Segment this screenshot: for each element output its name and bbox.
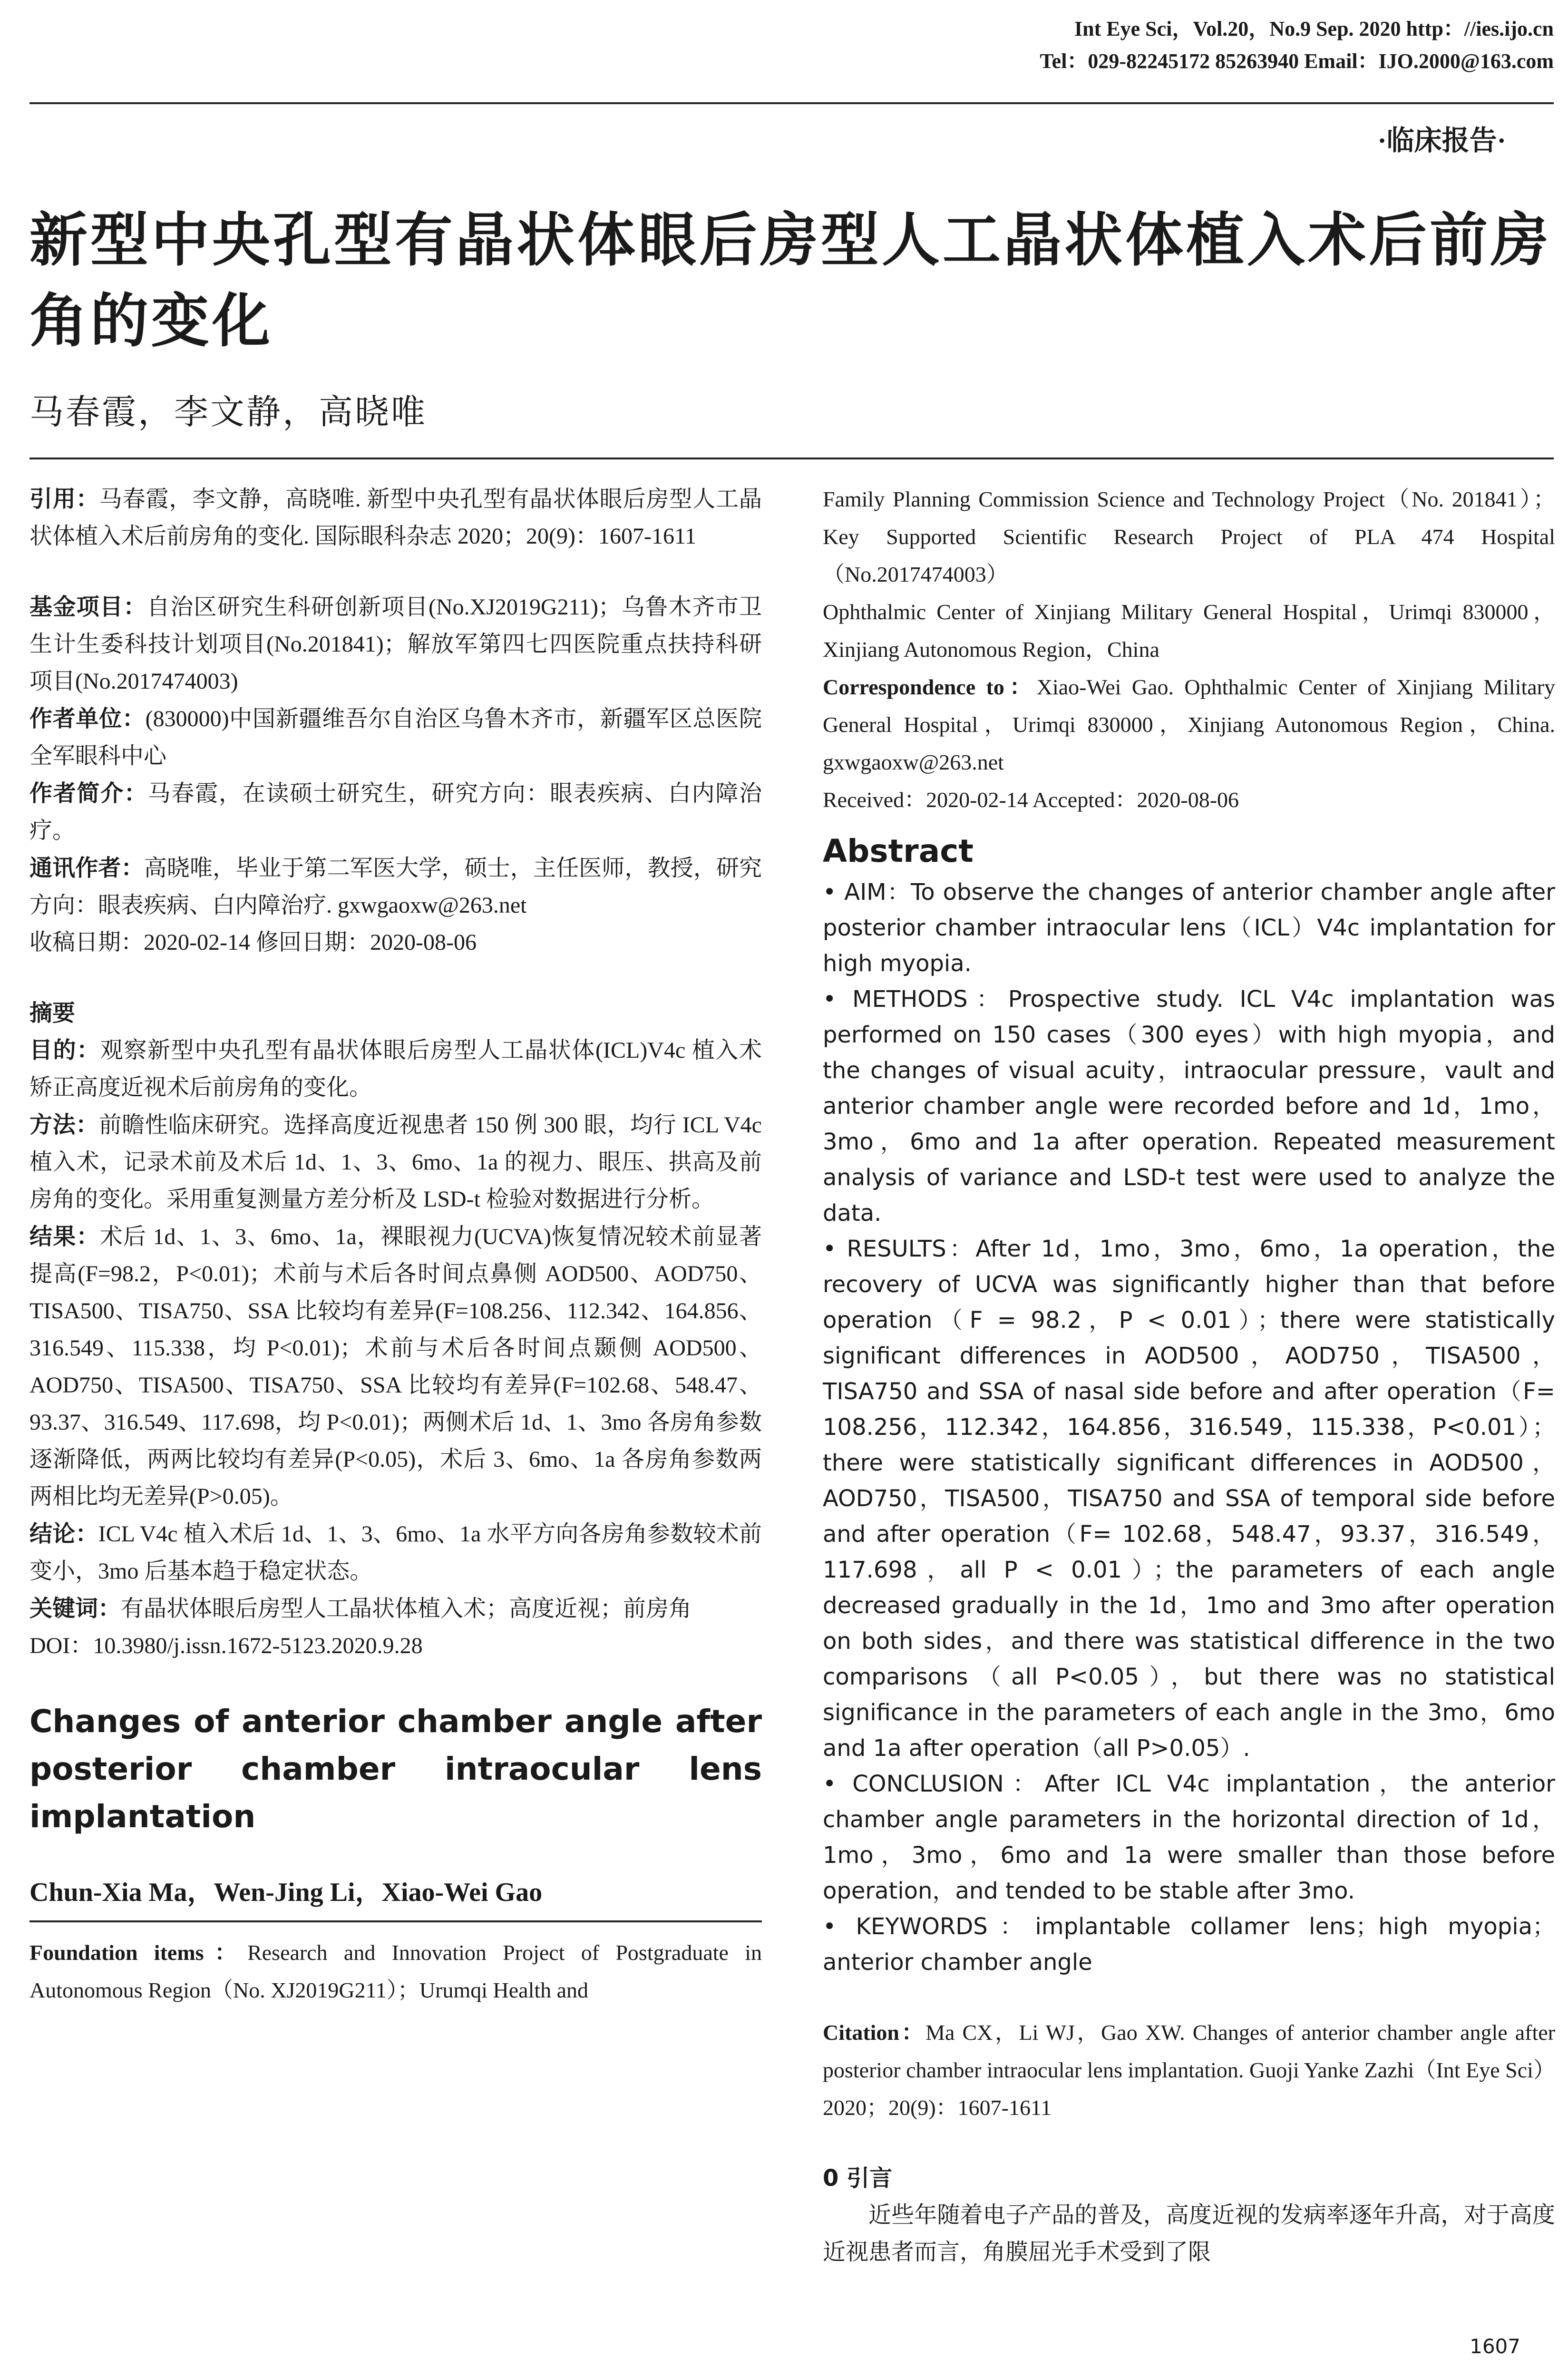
english-authors: Chun-Xia Ma，Wen-Jing Li，Xiao-Wei Gao bbox=[29, 1878, 543, 1907]
corr-cn: 通讯作者：高晓唯，毕业于第二军医大学，硕士，主任医师，教授，研究方向：眼表疾病、白内障治疗. gxwgaoxw@263.net bbox=[29, 855, 762, 918]
authors-rule bbox=[29, 1920, 762, 1922]
keywords-en: • KEYWORDS：implantable collamer lens；high myopia；anterior chamber angle bbox=[823, 1913, 1555, 1976]
foundation-en: Foundation items：Research and Innovation Project of Postgraduate in Autonomous Region（No. XJ2019G211）；Urumqi Health and bbox=[29, 1940, 762, 2002]
methods-en: • METHODS：Prospective study. ICL V4c implantation was performed on 150 cases（300 eyes）with high myopia，and the changes of visual acuity，intraocular pressure，vault and anterior chamber angle were recorded before and 1d，1mo，3mo，6mo and 1a after operation. Repeated measurement analysis of variance and LSD-t test were used to analyze the data. bbox=[823, 986, 1555, 1227]
abstract-en bbox=[823, 875, 1555, 1980]
aim-cn: 目的：观察新型中央孔型有晶状体眼后房型人工晶状体(ICL)V4c 植入术矫正高度近视术后前房角的变化。 bbox=[29, 1037, 762, 1100]
keywords-cn: 关键词：有晶状体眼后房型人工晶状体植入术；高度近视；前房角 bbox=[29, 1595, 692, 1622]
intro-title: 0 引言 bbox=[823, 2165, 893, 2192]
intro-text: 近些年随着电子产品的普及，高度近视的发病率逐年升高，对于高度近视患者而言，角膜屈光手术受到了限 bbox=[823, 2202, 1555, 2265]
article-title: 新型中央孔型有晶状体眼后房型人工晶状体植入术后前房角的变化 bbox=[29, 206, 1551, 355]
abstract-title-en: Abstract bbox=[823, 833, 974, 869]
abstract-title-cn: 摘要 bbox=[29, 1000, 76, 1026]
english-title: Changes of anterior chamber angle after posterior chamber intraocular lens implantation bbox=[29, 1703, 762, 1835]
citation-cn: 引用：马春霞，李文静，高晓唯. 新型中央孔型有晶状体眼后房型人工晶状体植入术后前房角的变化. 国际眼科杂志 2020；20(9)：1607-1611 bbox=[29, 486, 762, 549]
left-column bbox=[29, 480, 762, 2009]
methods-cn: 方法：前瞻性临床研究。选择高度近视患者 150 例 300 眼，均行 ICL V4c 植入术，记录术前及术后 1d、1、3、6mo、1a 的视力、眼压、拱高及前房角的变化。采用重复测量方差分析及 LSD-t 检验对数据进行分析。 bbox=[29, 1111, 762, 1212]
results-cn: 结果：术后 1d、1、3、6mo、1a，裸眼视力(UCVA)恢复情况较术前显著提高(F=98.2，P<0.01)；术前与术后各时间点鼻侧 AOD500、AOD750、TISA500、TISA750、SSA 比较均有差异(F=108.256、112.342、164.856、316.549、115.338，均 P<0.01)；术前与术后各时间点颞侧 AOD500、AOD750、TISA500、TISA750、SSA 比较均有差异(F=102.68、548.47、93.37、316.549、117.698，均 P<0.01)；两侧术后 1d、1、3mo 各房角参数逐渐降低，两两比较均有差异(P<0.05)，术后 3、6mo、1a 各房角参数两两相比均无差异(P>0.05)。 bbox=[29, 1223, 762, 1509]
conclusion-cn: 结论：ICL V4c 植入术后 1d、1、3、6mo、1a 水平方向各房角参数较术前变小，3mo 后基本趋于稳定状态。 bbox=[29, 1520, 762, 1584]
header-rule bbox=[29, 102, 1554, 104]
foundation-en-cont: Family Planning Commission Science and Technology Project（No. 201841）；Key Supported Scientific Research Project of PLA 474 Hospital（No.2017474003） bbox=[823, 487, 1555, 586]
results-en: • RESULTS：After 1d，1mo，3mo，6mo，1a operation，the recovery of UCVA was significantly higher than that before operation（F = 98.2，P < 0.01）；there were statistically significant differences in AOD500，AOD750，TISA500，TISA750 and SSA of nasal side before and after operation（F= 108.256，112.342，164.856，316.549，115.338，P<0.01）；there were statistically significant differences in AOD500，AOD750，TISA500，TISA750 and SSA of temporal side before and after operation（F= 102.68，548.47，93.37，316.549，117.698，all P < 0.01）；the parameters of each angle decreased gradually in the 1d，1mo and 3mo after operation on both sides，and there was statistical difference in the two comparisons（all P<0.05），but there was no statistical significance in the parameters of each angle in the 3mo，6mo and 1a after operation（all P>0.05）. bbox=[823, 1236, 1555, 1762]
journal-header-line1: Int Eye Sci，Vol.20，No.9 Sep. 2020 http：//ies.ijo.cn bbox=[1074, 17, 1554, 40]
authors-chinese: 马春霞，李文静，高晓唯 bbox=[29, 392, 428, 432]
journal-header-line2: Tel：029-82245172 85263940 Email：IJO.2000@163.com bbox=[1040, 49, 1554, 73]
doi: DOI：10.3980/j.issn.1672-5123.2020.9.28 bbox=[29, 1633, 423, 1658]
dates-en: Received：2020-02-14 Accepted：2020-08-06 bbox=[823, 788, 1239, 812]
title-rule bbox=[29, 458, 1554, 459]
bio-cn: 作者简介：马春霞，在读硕士研究生，研究方向：眼表疾病、白内障治疗。 bbox=[29, 780, 762, 843]
dates-cn: 收稿日期：2020-02-14 修回日期：2020-08-06 bbox=[29, 930, 477, 955]
page-number: 1607 bbox=[1470, 2335, 1520, 2358]
corr-en: Correspondence to：Xiao-Wei Gao. Ophthalmic Center of Xinjiang Military General Hospital，Urimqi 830000，Xinjiang Autonomous Region，China. gxwgaoxw@263.net bbox=[823, 675, 1555, 774]
unit-cn: 作者单位：(830000)中国新疆维吾尔自治区乌鲁木齐市，新疆军区总医院全军眼科中心 bbox=[29, 705, 762, 769]
fund-cn: 基金项目：自治区研究生科研创新项目(No.XJ2019G211)；乌鲁木齐市卫生计生委科技计划项目(No.201841)；解放军第四七四医院重点扶持科研项目(No.2017474003) bbox=[29, 594, 762, 694]
citation-en: Citation：Ma CX，Li WJ，Gao XW. Changes of anterior chamber angle after posterior chamber intraocular lens implantation. Guoji Yanke Zazhi（Int Eye Sci）2020；20(9)：1607-1611 bbox=[823, 2020, 1556, 2120]
conclusion-en: • CONCLUSION：After ICL V4c implantation，the anterior chamber angle parameters in the horizontal direction of 1d，1mo，3mo，6mo and 1a were smaller than those before operation，and tended to be stable after 3mo. bbox=[823, 1771, 1555, 1904]
aim-en: • AIM：To observe the changes of anterior chamber angle after posterior chamber intraocular lens（ICL）V4c implantation for high myopia. bbox=[823, 879, 1555, 977]
affiliation-en: Ophthalmic Center of Xinjiang Military General Hospital，Urimqi 830000，Xinjiang Autonomous Region，China bbox=[823, 600, 1555, 662]
section-tag: ·临床报告· bbox=[1377, 125, 1506, 156]
right-column bbox=[823, 480, 1555, 2271]
